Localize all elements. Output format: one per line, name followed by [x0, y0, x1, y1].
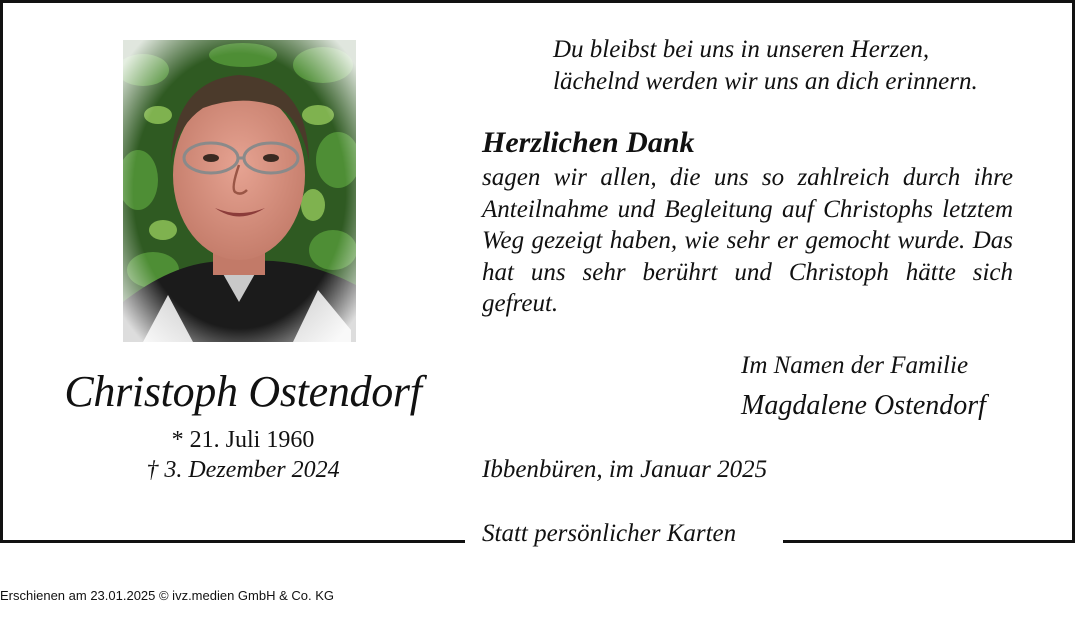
copyright-notice: Erschienen am 23.01.2025 © ivz.medien GmbH & Co. KG [0, 588, 335, 603]
quote-line-1: Du bleibst bei uns in unseren Herzen, [553, 36, 930, 63]
frame-top-border [0, 0, 1075, 3]
death-date: † 3. Dezember 2024 [146, 457, 340, 483]
quote-line-2: lächelnd werden wir uns an dich erinnern. [553, 68, 978, 95]
frame-bottom-border-left [0, 540, 465, 543]
footer-note: Statt persönlicher Karten [482, 520, 737, 547]
thanks-text: sagen wir allen, die uns so zahlreich durch ihre Anteilnahme und Begleitung auf Christophs letztem Weg gezeigt haben, wie sehr er gemocht wurde. Das hat uns sehr berührt und Christoph hätte sich gefreut. [482, 164, 1013, 317]
deceased-name: Christoph Ostendorf [64, 367, 422, 416]
signature-intro: Im Namen der Familie [741, 352, 969, 379]
frame-bottom-border-right [783, 540, 1075, 543]
birth-date: * 21. Juli 1960 [171, 427, 315, 453]
portrait-photo [123, 40, 356, 342]
thanks-heading: Herzlichen Dank [482, 126, 695, 159]
signature-name: Magdalene Ostendorf [741, 390, 986, 421]
place-and-date: Ibbenbüren, im Januar 2025 [482, 456, 768, 483]
